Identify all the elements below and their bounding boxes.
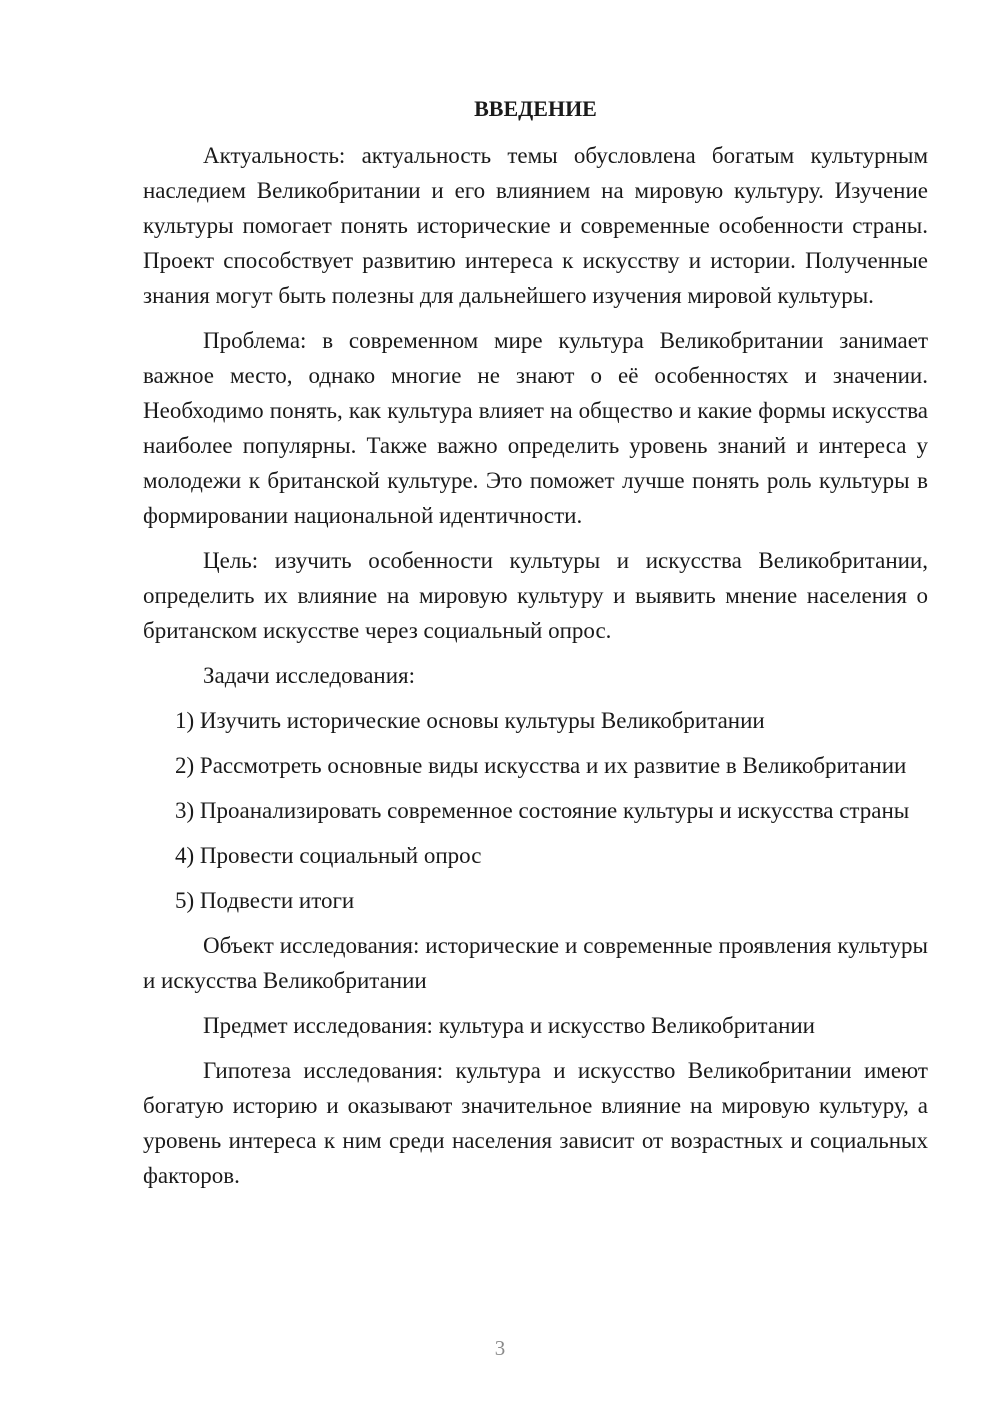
page-number: 3 [494,1336,506,1360]
page-content [143,94,928,1203]
task-item: 3) Проанализировать современное состояние культуры и искусства страны [175,798,910,823]
subject-paragraph: Предмет исследования: культура и искусство Великобритании [203,1013,815,1038]
section-heading: ВВЕДЕНИЕ [474,96,597,121]
task-item: 5) Подвести итоги [175,888,355,913]
goal-paragraph: Цель: изучить особенности культуры и искусства Великобритании, определить их влияние на мировую культуру и выявить мнение населения о британском искусстве через социальный опрос. [143,548,928,643]
hypothesis-paragraph: Гипотеза исследования: культура и искусство Великобритании имеют богатую историю и оказывают значительное влияние на мировую культуру, а уровень интереса к ним среди населения зависит от возрастных и социальных факторов. [143,1058,928,1188]
object-paragraph: Объект исследования: исторические и современные проявления культуры и искусства Великобритании [143,933,928,993]
task-item: 2) Рассмотреть основные виды искусства и их развитие в Великобритании [175,753,907,778]
problem-paragraph: Проблема: в современном мире культура Великобритании занимает важное место, однако многие не знают о её особенностях и значении. Необходимо понять, как культура влияет на общество и какие формы искусства наиболее популярны. Также важно определить уровень знаний и интереса у молодежи к британской культуре. Это поможет лучше понять роль культуры в формировании национальной идентичности. [143,328,928,528]
task-item: 1) Изучить исторические основы культуры Великобритании [175,708,765,733]
task-item: 4) Провести социальный опрос [175,843,482,868]
tasks-heading: Задачи исследования: [203,663,416,688]
relevance-paragraph: Актуальность: актуальность темы обусловлена богатым культурным наследием Великобритании и его влиянием на мировую культуру. Изучение культуры помогает понять исторические и современные особенности страны. Проект способствует развитию интереса к искусству и истории. Полученные знания могут быть полезны для дальнейшего изучения мировой культуры. [143,143,928,308]
